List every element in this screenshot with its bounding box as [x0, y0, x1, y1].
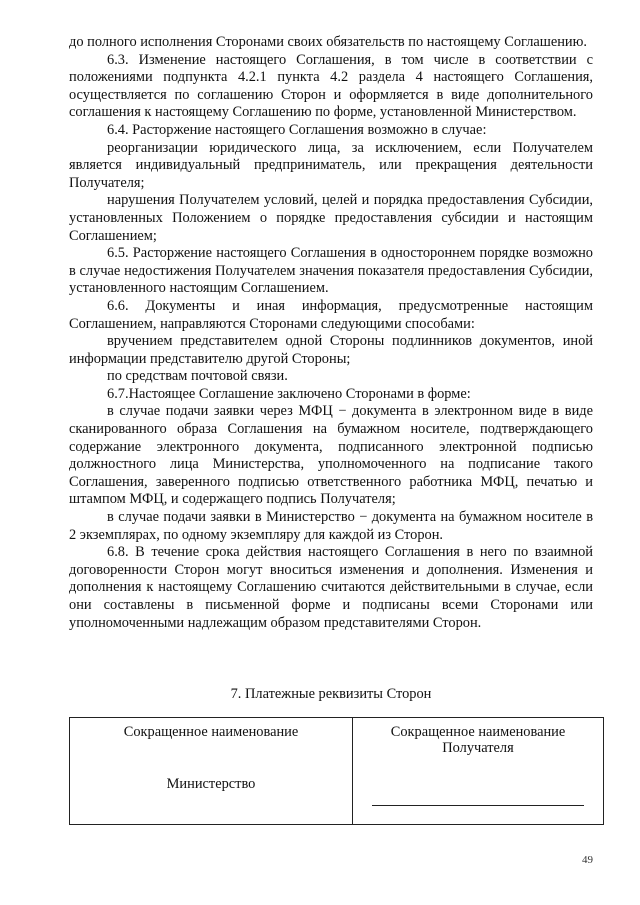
paragraph-6-7-mfc: в случае подачи заявки через МФЦ − документа в электронном виде в виде сканированного образа Соглашения на бумажном носителе, подтверждающего содержание электронного документа, подписанного электронной подписью должностного лица Министерства, уполномоченного на подписание такого Соглашения, заверенного подписью ответственного работника МФЦ, печатью и штампом МФЦ, и содержащего подпись Получателя; [69, 403, 593, 508]
recipient-column-header: Сокращенное наименование Получателя [390, 724, 566, 756]
ministry-column-header: Сокращенное наименование [123, 724, 299, 740]
paragraph-6-6: 6.6. Документы и иная информация, предусмотренные настоящим Соглашением, направляются Сторонами следующими способами: [69, 297, 593, 332]
paragraph-6-7-ministry: в случае подачи заявки в Министерство − документа на бумажном носителе в 2 экземплярах, по одному экземпляру для каждой из Сторон. [69, 509, 593, 543]
paragraph-6-6-post: по средствам почтовой связи. [107, 368, 288, 385]
recipient-name-line [372, 805, 584, 806]
paragraph-6-4: 6.4. Расторжение настоящего Соглашения возможно в случае: [107, 121, 487, 138]
ministry-name: Министерство [166, 776, 256, 792]
page-number: 49 [582, 854, 593, 866]
section-title: 7. Платежные реквизиты Сторон [230, 686, 432, 702]
paragraph-6-4-reorganization: реорганизации юридического лица, за исключением, если Получателем является индивидуальный предприниматель, или прекращения деятельности Получателя; [69, 139, 593, 191]
paragraph-continuation: до полного исполнения Сторонами своих обязательств по настоящему Соглашению. [69, 34, 587, 50]
paragraph-6-8: 6.8. В течение срока действия настоящего Соглашения в него по взаимной договоренности Сторон могут вноситься изменения и дополнения. Изменения и дополнения к настоящему Соглашению считаются действительными в случае, если они составлены в письменной форме и подписаны всеми Сторонами или уполномоченными надлежащим образом представителями Сторон. [69, 544, 593, 631]
paragraph-6-7: 6.7.Настоящее Соглашение заключено Сторонами в форме: [107, 385, 471, 402]
agreement-body [69, 34, 593, 632]
recipient-column [353, 718, 603, 824]
ministry-column [70, 718, 353, 824]
payment-details-table [69, 717, 604, 825]
paragraph-6-4-violation: нарушения Получателем условий, целей и порядка предоставления Субсидии, установленных Положением о порядке предоставления субсидии и настоящим Соглашением; [69, 192, 593, 244]
paragraph-6-6-delivery: вручением представителем одной Стороны подлинников документов, иной информации представителю другой Стороны; [69, 333, 593, 367]
paragraph-6-5: 6.5. Расторжение настоящего Соглашения в одностороннем порядке возможно в случае недостижения Получателем значения показателя предоставления Субсидии, установленного настоящим Соглашением. [69, 245, 593, 297]
paragraph-6-3: 6.3. Изменение настоящего Соглашения, в том числе в соответствии с положениями подпункта 4.2.1 пункта 4.2 раздела 4 настоящего Соглашения, осуществляется по соглашению Сторон и оформляется в виде дополнительного соглашения к настоящему Соглашению по форме, установленной Министерством. [69, 51, 593, 121]
